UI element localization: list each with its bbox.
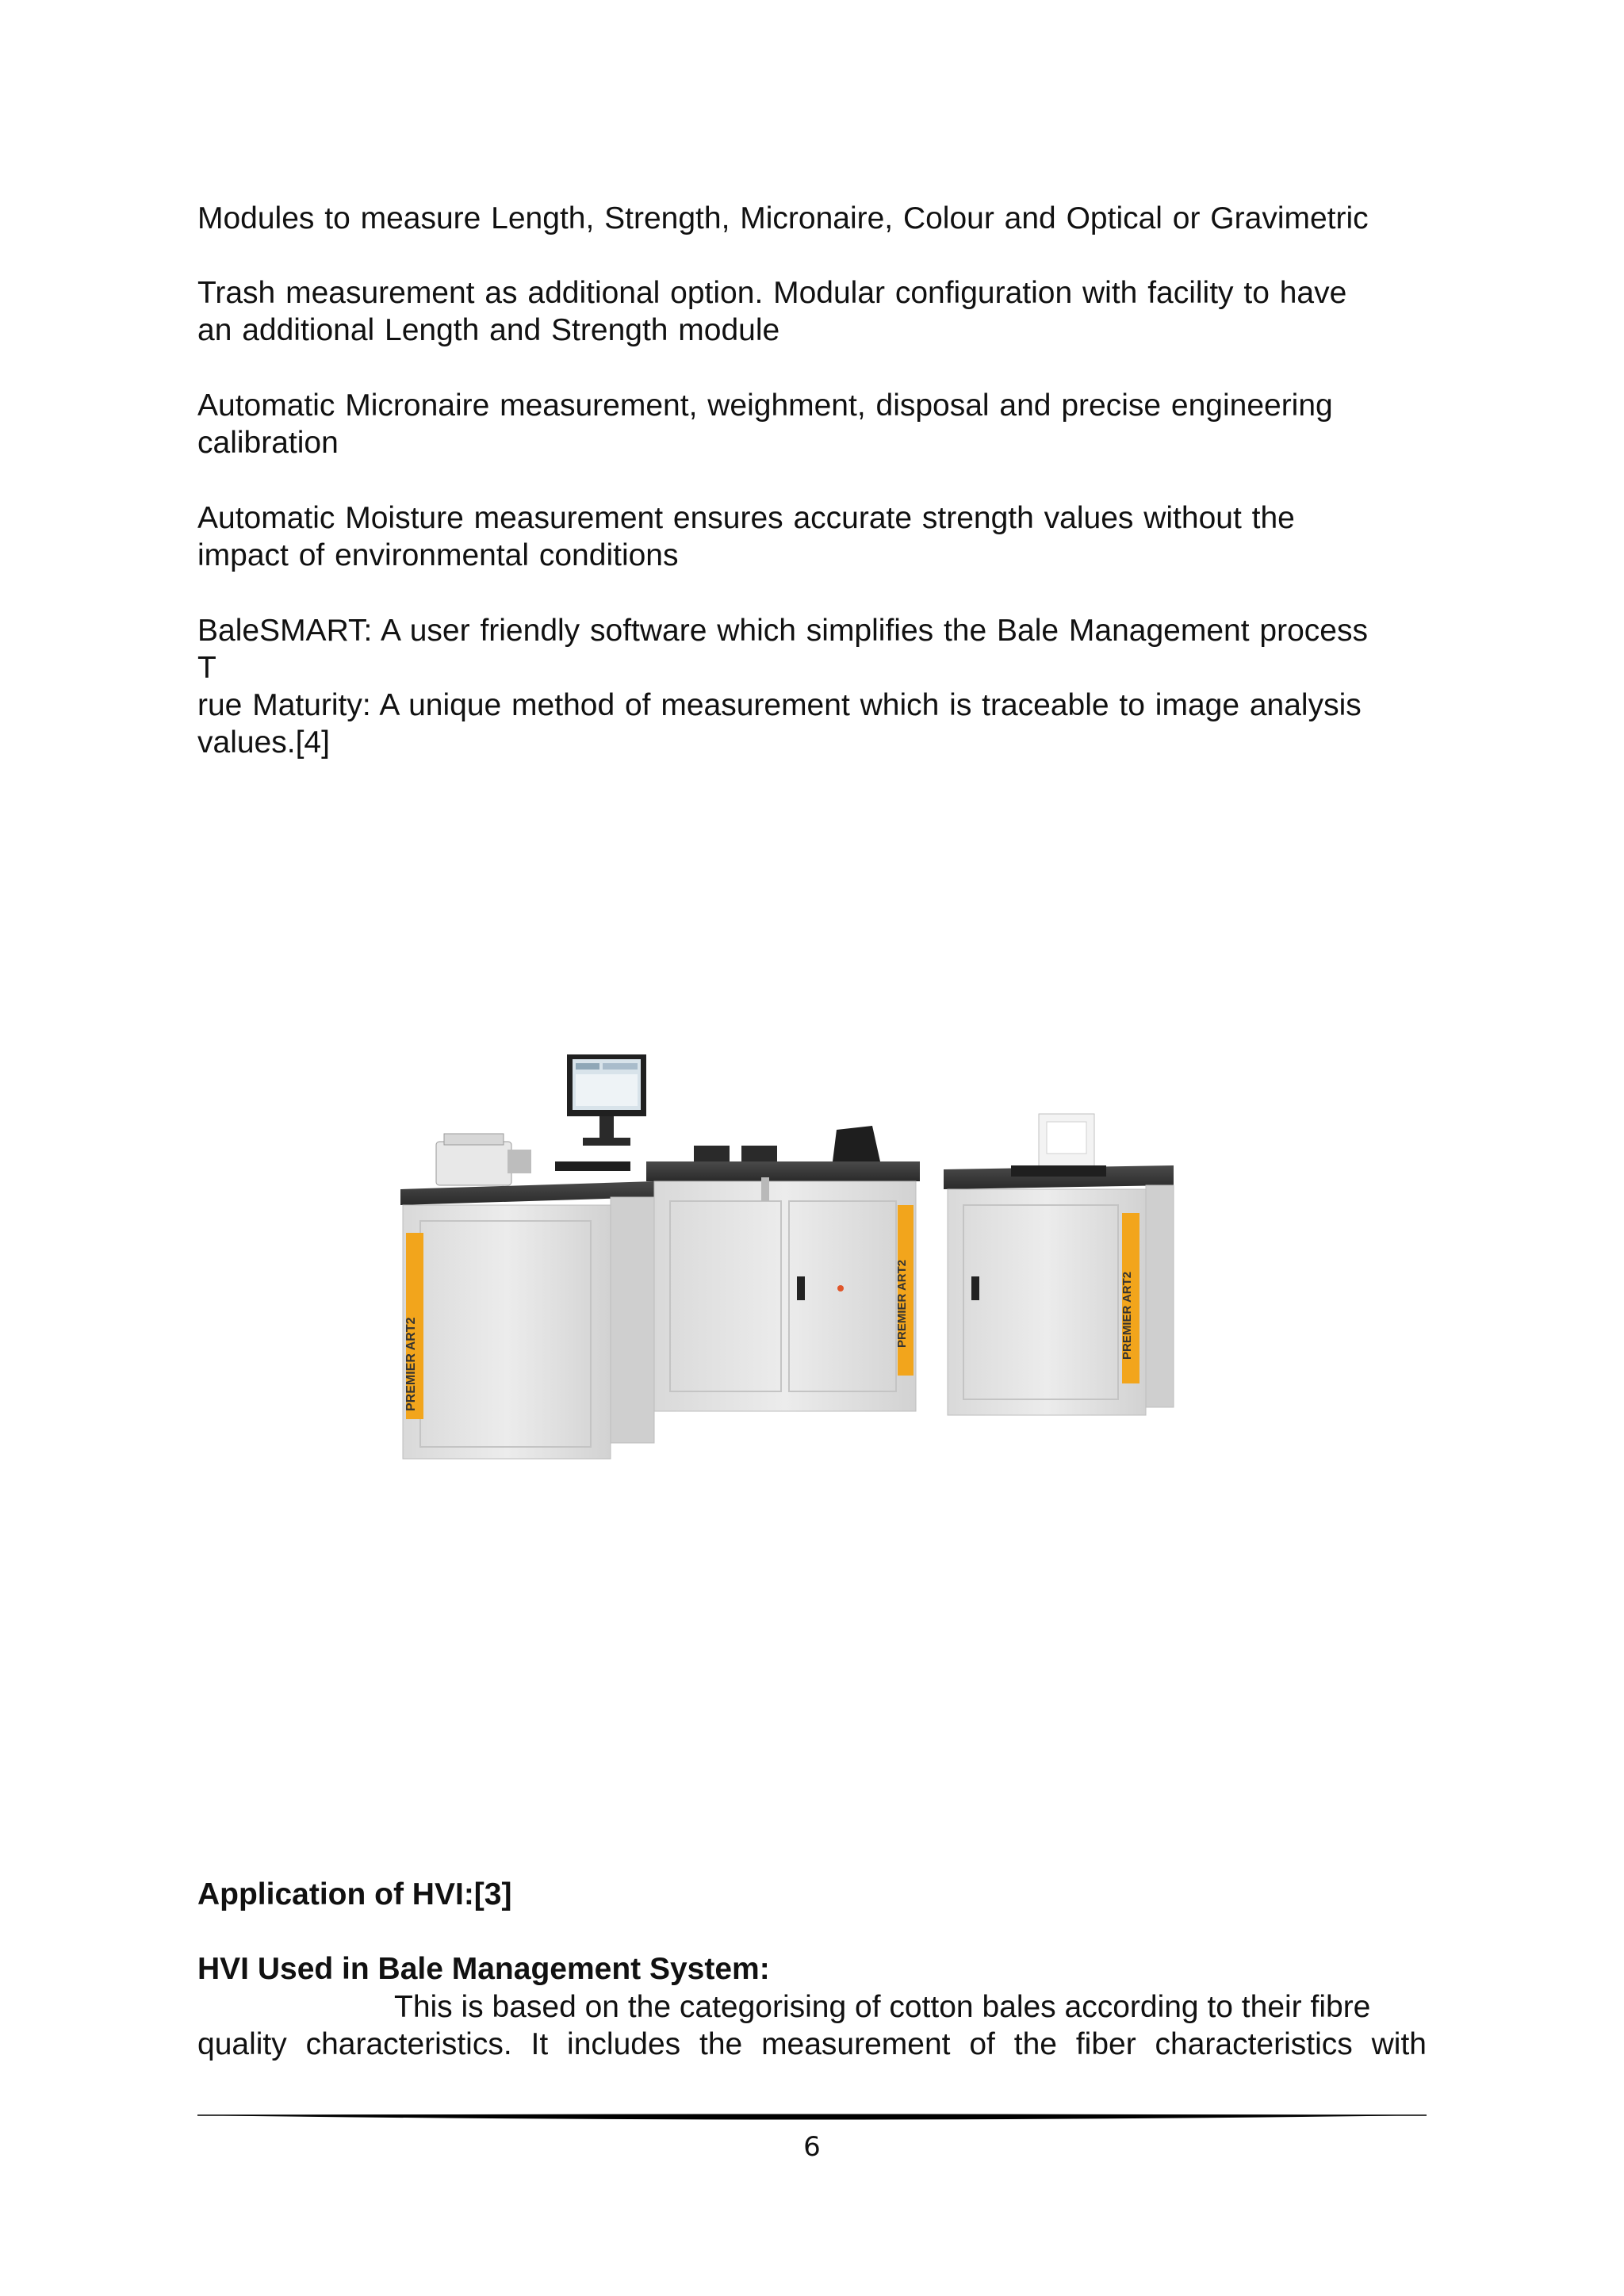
right-cabinet — [944, 1114, 1174, 1415]
footer-divider — [197, 2111, 1427, 2124]
paragraph-moisture — [197, 499, 1427, 574]
paragraph-line: Trash measurement as additional option. Modular configuration with facility to have — [197, 276, 1347, 310]
paragraph-line: T — [197, 651, 216, 685]
paragraph-line: Modules to measure Length, Strength, Micronaire, Colour and Optical or Gravimetric — [197, 201, 1369, 235]
body-line: quality characteristics. It includes the measurement of the fiber characteristics with — [197, 2027, 1427, 2061]
paragraph-line: values.[4] — [197, 725, 330, 760]
section-body — [197, 1988, 1427, 2063]
paragraph-line: impact of environmental conditions — [197, 538, 679, 572]
brand-label: PREMIER ART2 — [1120, 1271, 1134, 1360]
section-subheading: HVI Used in Bale Management System: — [197, 1952, 770, 1986]
paragraph-line: an additional Length and Strength module — [197, 313, 780, 347]
brand-label: PREMIER ART2 — [895, 1259, 909, 1348]
paragraph-modules — [197, 200, 1427, 237]
brand-label: PREMIER ART2 — [404, 1317, 418, 1411]
monitor — [555, 1054, 646, 1171]
paragraph-micronaire — [197, 387, 1427, 461]
section-heading: Application of HVI:[3] — [197, 1877, 512, 1911]
paragraph-trash — [197, 274, 1427, 349]
printer — [436, 1134, 531, 1185]
paragraph-line: rue Maturity: A unique method of measurement which is traceable to image analysis — [197, 688, 1362, 722]
paragraph-line: Automatic Micronaire measurement, weighment, disposal and precise engineering — [197, 388, 1333, 423]
paragraph-line: calibration — [197, 426, 339, 460]
paragraph-line: Automatic Moisture measurement ensures accurate strength values without the — [197, 501, 1295, 535]
paragraph-balesmart — [197, 612, 1427, 761]
middle-cabinet — [646, 1126, 920, 1411]
page-number: 6 — [803, 2131, 821, 2163]
body-line: This is based on the categorising of cotton bales according to their fibre — [394, 1990, 1371, 2024]
left-cabinet — [400, 1181, 654, 1459]
hvi-machine-image — [389, 1050, 1189, 1475]
paragraph-line: BaleSMART: A user friendly software which simplifies the Bale Management process — [197, 614, 1368, 648]
